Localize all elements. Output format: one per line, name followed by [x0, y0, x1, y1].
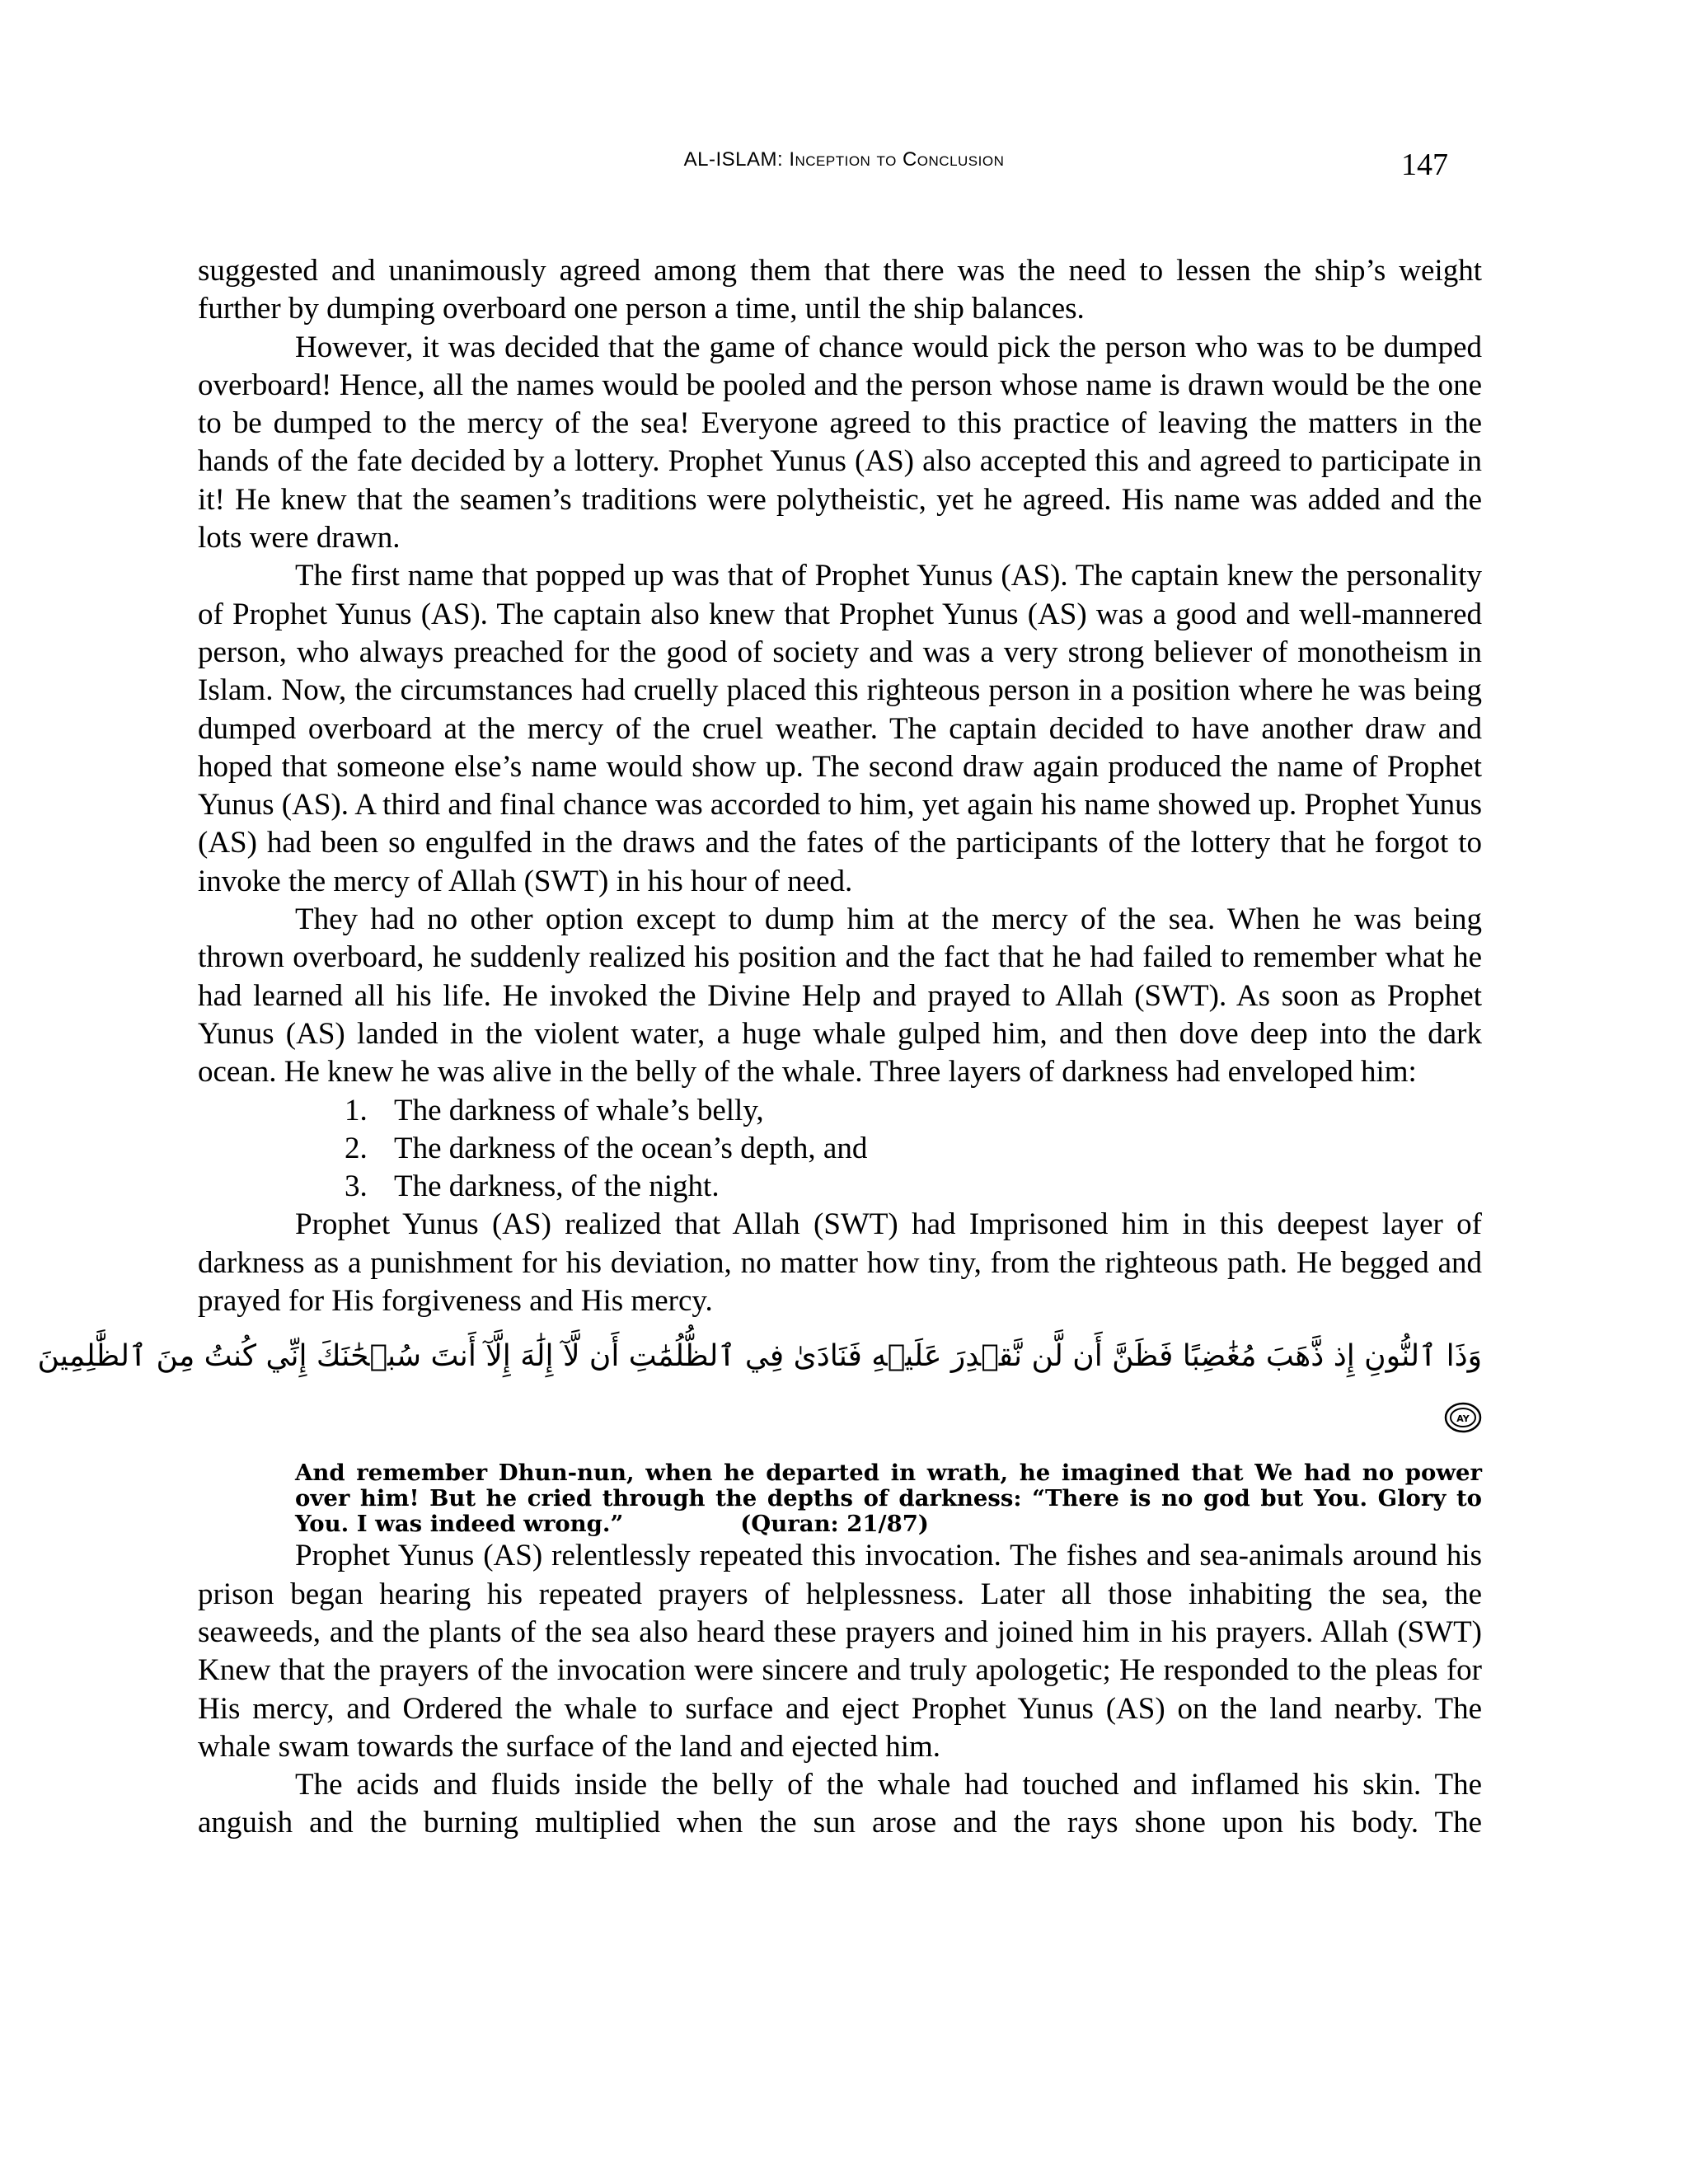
list-item-number: 3.	[345, 1169, 368, 1204]
list-item-text: The darkness of whale’s belly,	[394, 1093, 764, 1127]
page-body	[37, 252, 1482, 1843]
paragraph-7: The acids and fluids inside the belly of the whale had touched and inflamed his skin. The anguish and the burning multiplied when the sun arose and the rays shone upon his body. The	[198, 1768, 1482, 1840]
translation-text: And remember Dhun-nun, when he departed in wrath, he imagined that We had no power over him! But he cried through the depths of darkness: “There is no god but You. Glory to You. I was indeed wrong.”	[295, 1460, 1482, 1538]
verse-marker-label: AY	[1456, 1413, 1470, 1425]
list-item-number: 2.	[345, 1131, 368, 1165]
paragraph-1: suggested and unanimously agreed among them that there was the need to lessen the ship’s weight further by dumping overboard one person a time, until the ship balances.	[198, 254, 1482, 326]
paragraph-3: The first name that popped up was that of Prophet Yunus (AS). The captain knew the personality of Prophet Yunus (AS). The captain also knew that Prophet Yunus (AS) was a good and well-mannered person, who always preached for the good of society and was a very strong believer of monotheism in Islam. Now, the circumstances had cruelly placed this righteous person in a position where he was being dumped overboard at the mercy of the cruel weather. The captain decided to have another draw and hoped that someone else’s name would show up. The second draw again produced the name of Prophet Yunus (AS). A third and final chance was accorded to him, yet again his name showed up. Prophet Yunus (AS) had been so engulfed in the draws and the fates of the participants of the lottery that he forgot to invoke the mercy of Allah (SWT) in his hour of need.	[198, 559, 1482, 898]
darkness-list	[198, 1092, 1482, 1207]
verse-translation	[198, 1460, 1482, 1537]
paragraph-4: They had no other option except to dump him at the mercy of the sea. When he was being thrown overboard, he suddenly realized his position and the fact that he had failed to remember what he had learned all his life. He invoked the Divine Help and prayed to Allah (SWT). As soon as Prophet Yunus (AS) landed in the violent water, a huge whale gulped him, and then dove deep into the dark ocean. He knew he was alive in the belly of the whale. Three layers of darkness had enveloped him:	[198, 902, 1482, 1090]
page-number: 147	[1401, 148, 1448, 182]
arabic-verse: وَذَا ٱلنُّونِ إِذ ذَّهَبَ مُغَٰضِبًا فَظَنَّ أَن لَّن نَّقۡدِرَ عَلَيۡهِ فَنَادَىٰ فِي ٱلظُّلُمَٰتِ أَن لَّآ إِلَٰهَ إِلَّآ أَنتَ سُبۡحَٰنَكَ إِنِّي كُنتُ مِنَ ٱلظَّٰلِمِينَ	[37, 1339, 1482, 1374]
list-item	[345, 1130, 1482, 1168]
list-item-text: The darkness of the ocean’s depth, and	[394, 1131, 868, 1165]
verse-marker-row	[198, 1401, 1482, 1447]
translation-reference: (Quran: 21/87)	[740, 1511, 929, 1538]
paragraph-5: Prophet Yunus (AS) realized that Allah (SWT) had Imprisoned him in this deepest layer of darkness as a punishment for his deviation, no matter how tiny, from the righteous path. He begged and prayed for His forgiveness and His mercy.	[198, 1207, 1482, 1319]
running-head-title: AL-ISLAM: Inception to Conclusion	[683, 148, 1005, 171]
list-item-text: The darkness, of the night.	[394, 1169, 720, 1204]
verse-end-marker-icon	[1444, 1401, 1482, 1434]
paragraph-2: However, it was decided that the game of chance would pick the person who was to be dumped overboard! Hence, all the names would be pooled and the person whose name is drawn would be the one to be dumped to the mercy of the sea! Everyone agreed to this practice of leaving the matters in the hands of the fate decided by a lottery. Prophet Yunus (AS) also accepted this and agreed to participate in it! He knew that the seamen’s traditions were polytheistic, yet he agreed. His name was added and the lots were drawn.	[198, 330, 1482, 555]
list-item	[345, 1168, 1482, 1206]
paragraph-6: Prophet Yunus (AS) relentlessly repeated this invocation. The fishes and sea-animals around his prison began hearing his repeated prayers of helplessness. Later all those inhabiting the sea, the seaweeds, and the plants of the sea also heard these prayers and joined him in his prayers. Allah (SWT) Knew that the prayers of the invocation were sincere and truly apologetic; He responded to the pleas for His mercy, and Ordered the whale to surface and eject Prophet Yunus (AS) on the land nearby. The whale swam towards the surface of the land and ejected him.	[198, 1539, 1482, 1764]
list-item	[345, 1092, 1482, 1130]
list-item-number: 1.	[345, 1093, 368, 1127]
